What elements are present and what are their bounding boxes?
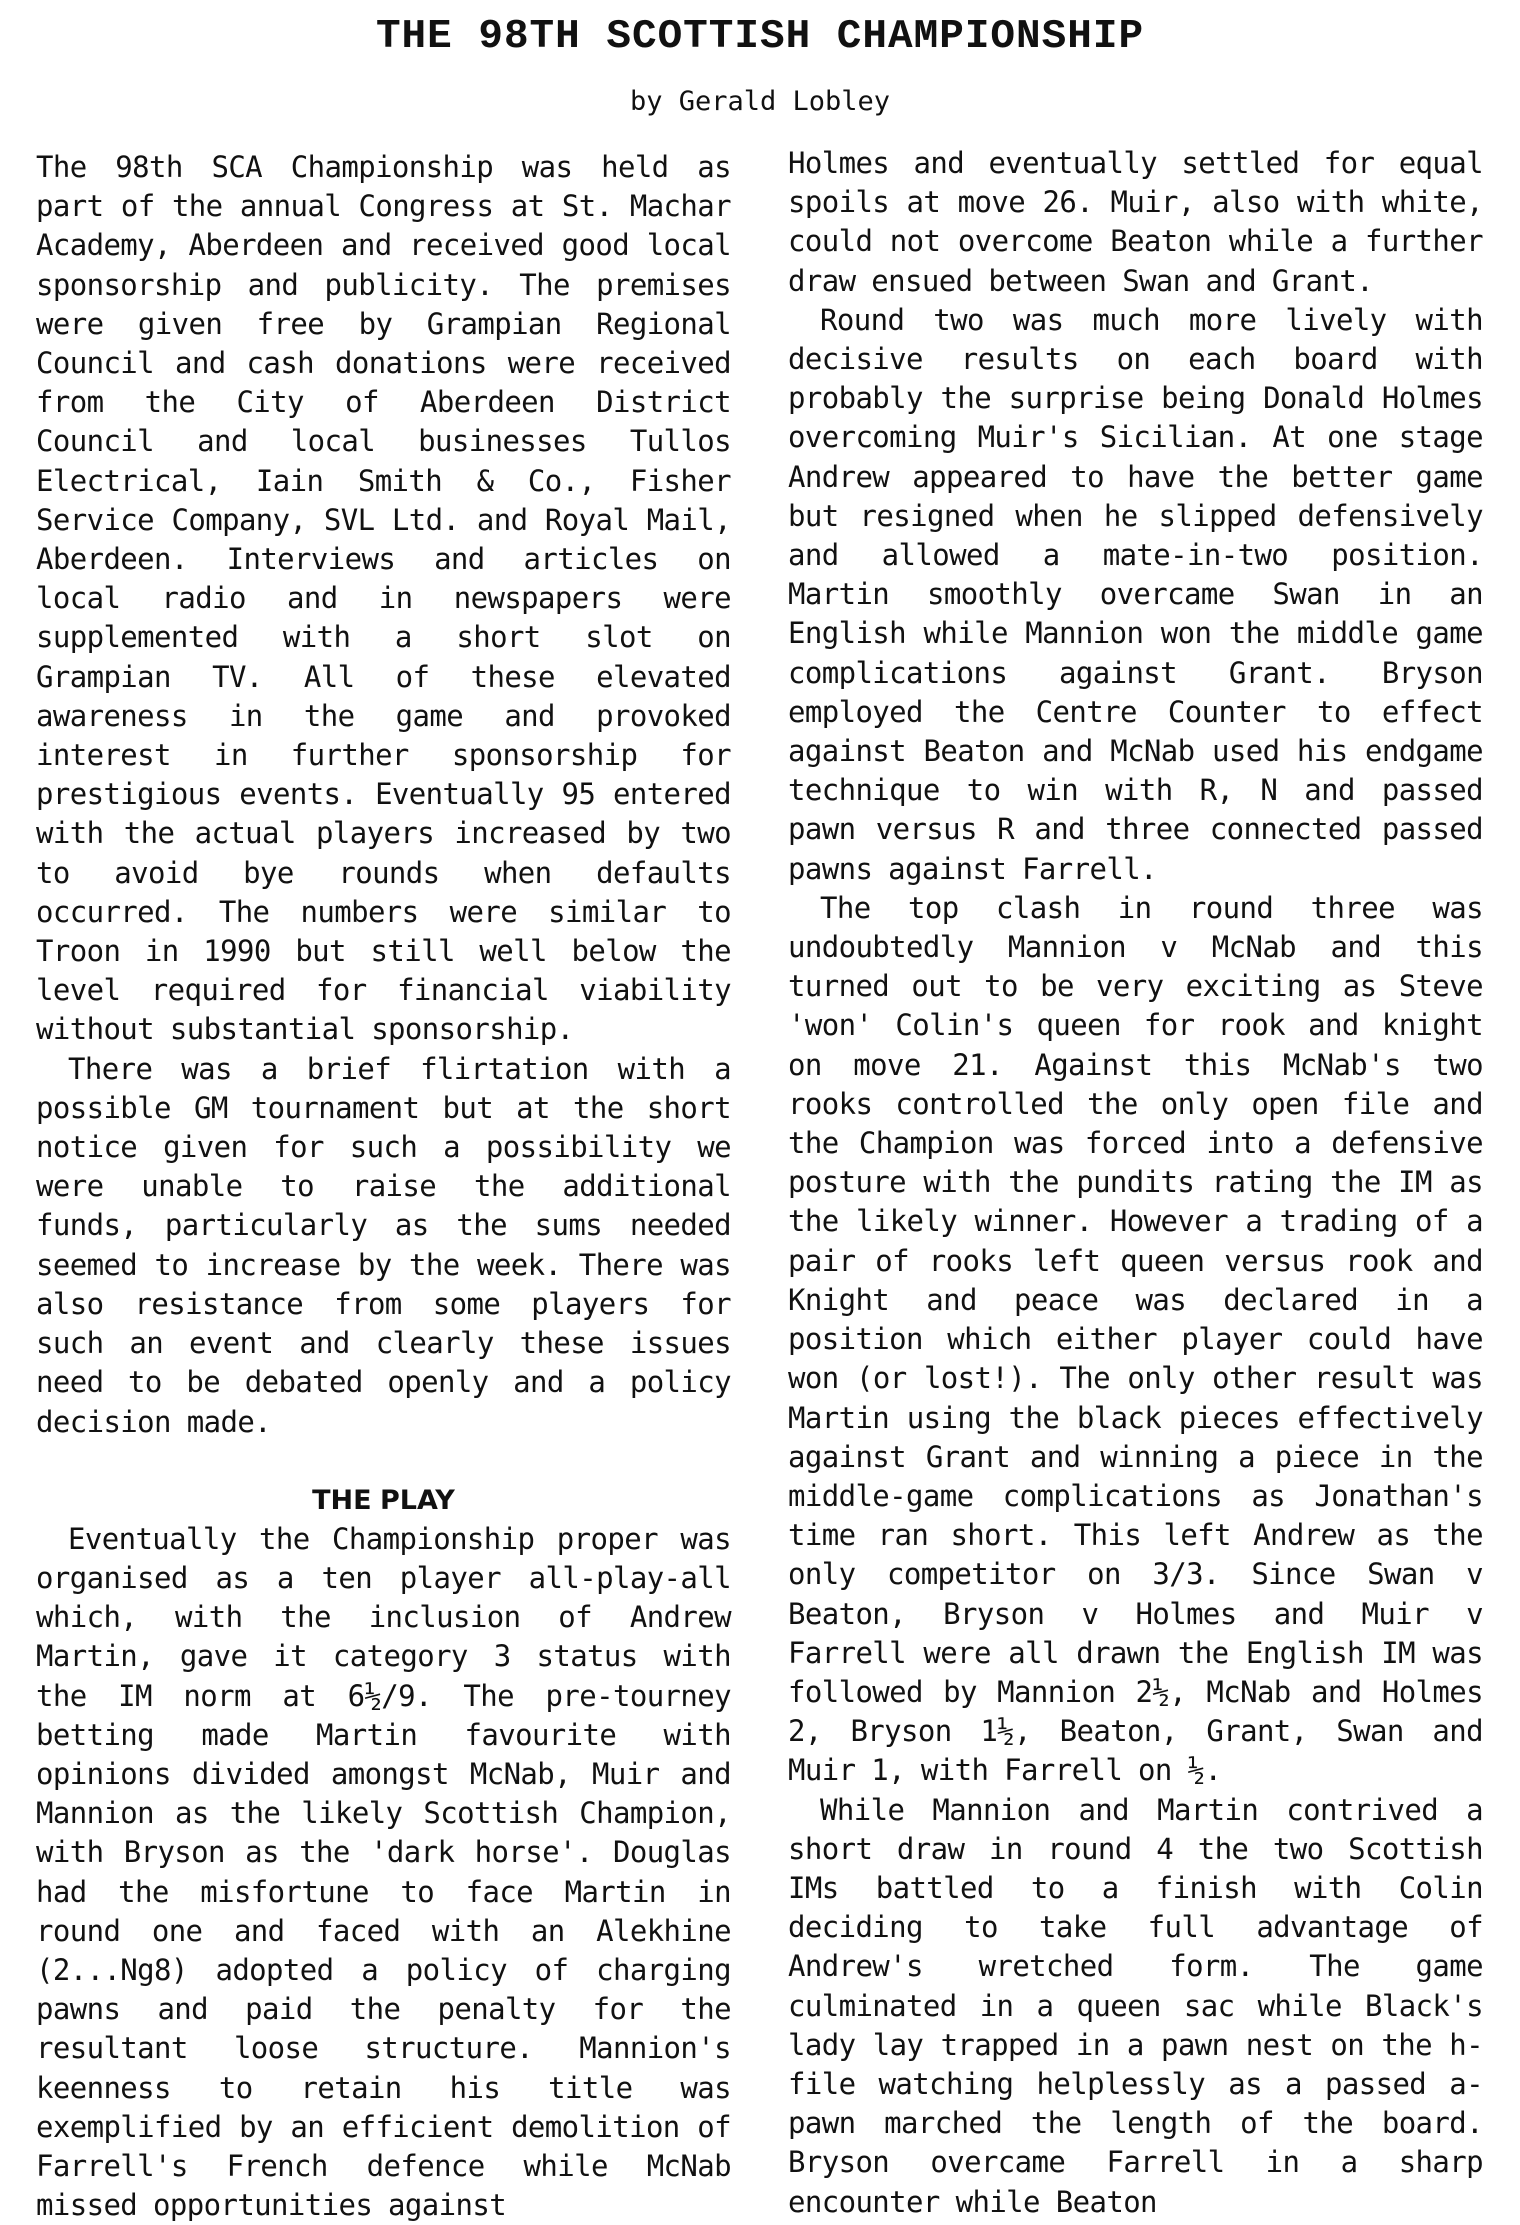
- left-paragraph-3: Eventually the Championship proper was organised as a ten player all-play-all which, with the inclusion of Andrew Martin, gave it category 3 status with the IM norm at 6½/9. The pre-tourney betting made Martin favourite with opinions divided amongst McNab, Muir and Mannion as the likely Scottish Champion, with Bryson as the 'dark horse'. Douglas had the misfortune to face Martin in round one and faced with an Alekhine (2...Ng8) adopted a policy of charging pawns and paid the penalty for the resultant loose structure. Mannion's keenness to retain his title was exemplified by an efficient demolition of Farrell's French defence while McNab missed opportunities against: [36, 1521, 731, 2223]
- left-paragraph-2: There was a brief flirtation with a possible GM tournament but at the short notice given for such a possibility we were unable to raise the additional funds, particularly as the sums needed seemed to increase by the week. There was also resistance from some players for such an event and clearly these issues need to be debated openly and a policy decision made.: [36, 1051, 731, 1439]
- left-column: [36, 148, 731, 2225]
- right-paragraph-1: Holmes and eventually settled for equal spoils at move 26. Muir, also with white, could not overcome Beaton while a further draw ensued between Swan and Grant.: [788, 146, 1483, 298]
- left-paragraph-1: The 98th SCA Championship was held as part of the annual Congress at St. Machar Academy, Aberdeen and received good local sponsorship and publicity. The premises were given free by Grampian Regional Council and cash donations were received from the City of Aberdeen District Council and local businesses Tullos Electrical, Iain Smith & Co., Fisher Service Company, SVL Ltd. and Royal Mail, Aberdeen. Interviews and articles on local radio and in newspapers were supplemented with a short slot on Grampian TV. All of these elevated awareness in the game and provoked interest in further sponsorship for prestigious events. Eventually 95 entered with the actual players increased by two to avoid bye rounds when defaults occurred. The numbers were similar to Troon in 1990 but still well below the level required for financial viability without substantial sponsorship.: [36, 150, 731, 1047]
- right-paragraph-4: While Mannion and Martin contrived a short draw in round 4 the two Scottish IMs battled to a finish with Colin deciding to take full advantage of Andrew's wretched form. The game culminated in a queen sac while Black's lady lay trapped in a pawn nest on the h-file watching helplessly as a passed a-pawn marched the length of the board. Bryson overcame Farrell in a sharp encounter while Beaton: [788, 1792, 1483, 2219]
- right-paragraph-3: The top clash in round three was undoubtedly Mannion v McNab and this turned out to be very exciting as Steve 'won' Colin's queen for rook and knight on move 21. Against this McNab's two rooks controlled the only open file and the Champion was forced into a defensive posture with the pundits rating the IM as the likely winner. However a trading of a pair of rooks left queen versus rook and Knight and peace was declared in a position which either player could have won (or lost!). The only other result was Martin using the black pieces effectively against Grant and winning a piece in the middle-game complications as Jonathan's time ran short. This left Andrew as the only competitor on 3/3. Since Swan v Beaton, Bryson v Holmes and Muir v Farrell were all drawn the English IM was followed by Mannion 2½, McNab and Holmes 2, Bryson 1½, Beaton, Grant, Swan and Muir 1, with Farrell on ½.: [788, 890, 1483, 1788]
- section-heading-the-play: THE PLAY: [312, 1484, 455, 1516]
- article-byline: by Gerald Lobley: [629, 86, 891, 117]
- article-title: THE 98TH SCOTTISH CHAMPIONSHIP: [375, 14, 1145, 60]
- right-column: [788, 144, 1483, 2222]
- right-paragraph-2: Round two was much more lively with decisive results on each board with probably the surprise being Donald Holmes overcoming Muir's Sicilian. At one stage Andrew appeared to have the better game but resigned when he slipped defensively and allowed a mate-in-two position. Martin smoothly overcame Swan in an English while Mannion won the middle game complications against Grant. Bryson employed the Centre Counter to effect against Beaton and McNab used his endgame technique to win with R, N and passed pawn versus R and three connected passed pawns against Farrell.: [788, 302, 1483, 886]
